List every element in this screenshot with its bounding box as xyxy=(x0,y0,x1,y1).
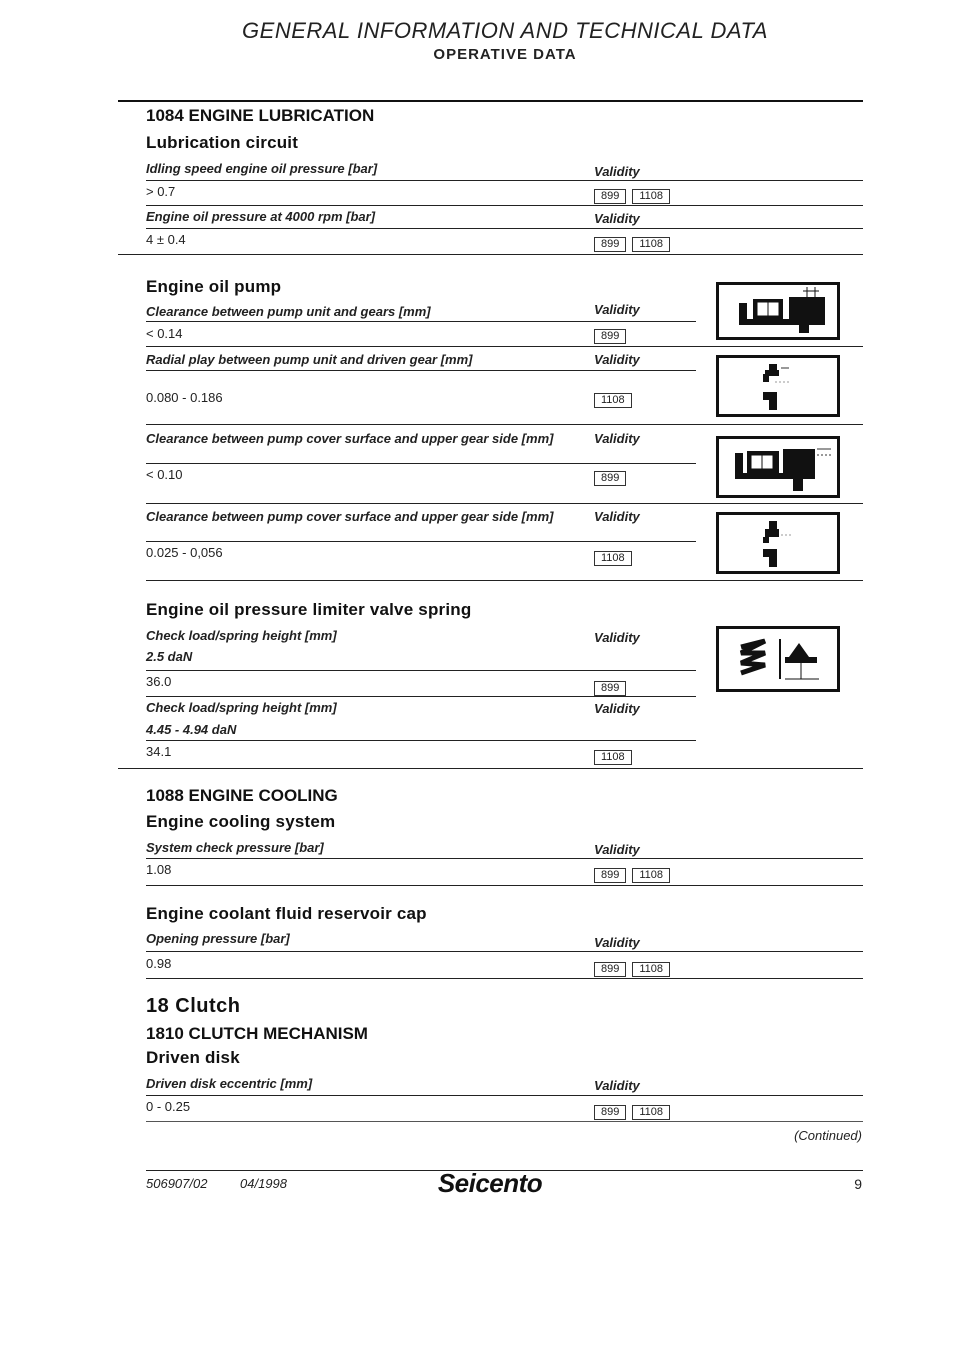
engine-tag: 1108 xyxy=(594,393,632,408)
validity-label: Validity xyxy=(594,509,640,524)
row-divider xyxy=(146,1121,863,1122)
row-divider xyxy=(146,463,696,464)
validity-label: Validity xyxy=(594,630,640,645)
validity-tags xyxy=(594,865,676,883)
validity-label: Validity xyxy=(594,211,640,226)
engine-tag: 1108 xyxy=(632,868,670,883)
spring-check-diagram xyxy=(716,626,840,692)
validity-tags xyxy=(594,678,632,696)
row-divider xyxy=(146,228,863,229)
spec-label: Clearance between pump unit and gears [mm] xyxy=(146,304,431,319)
subsection-title-driven-disk: Driven disk xyxy=(146,1048,240,1067)
row-divider xyxy=(146,503,863,504)
validity-label: Validity xyxy=(594,701,640,716)
spec-value: 4 ± 0.4 xyxy=(146,232,186,247)
spec-label: Clearance between pump cover surface and upper gear side [mm] xyxy=(146,509,554,524)
validity-tags xyxy=(594,186,676,204)
subsection-title-lubrication-circuit: Lubrication circuit xyxy=(146,133,299,152)
page-header-subtitle: OPERATIVE DATA xyxy=(433,46,577,63)
spec-label: Driven disk eccentric [mm] xyxy=(146,1076,313,1091)
validity-label: Validity xyxy=(594,302,640,317)
spec-label: Clearance between pump cover surface and upper gear side [mm] xyxy=(146,431,554,446)
spring-icon xyxy=(719,629,837,689)
page-number: 9 xyxy=(854,1176,862,1192)
row-divider xyxy=(146,978,863,979)
validity-tags xyxy=(594,1102,676,1120)
row-divider xyxy=(146,858,863,859)
row-divider xyxy=(146,321,696,322)
spec-value: 36.0 xyxy=(146,674,172,689)
validity-tags xyxy=(594,747,638,765)
engine-tag: 1108 xyxy=(594,551,632,566)
validity-tags xyxy=(594,326,632,344)
spec-label: System check pressure [bar] xyxy=(146,840,324,855)
spec-label: Check load/spring height [mm] xyxy=(146,628,337,643)
spec-value: 0.080 - 0.186 xyxy=(146,390,223,405)
validity-tags xyxy=(594,390,638,408)
validity-label: Validity xyxy=(594,1078,640,1093)
row-divider xyxy=(146,951,863,952)
row-divider xyxy=(146,670,696,671)
engine-tag: 1108 xyxy=(632,189,670,204)
spec-label: Check load/spring height [mm] xyxy=(146,700,337,715)
engine-tag: 1108 xyxy=(594,750,632,765)
engine-tag: 1108 xyxy=(632,962,670,977)
spec-value: 0 - 0.25 xyxy=(146,1099,191,1114)
row-divider xyxy=(146,696,696,697)
spec-value: 0.98 xyxy=(146,956,172,971)
spec-value: > 0.7 xyxy=(146,184,176,199)
engine-tag: 899 xyxy=(594,868,626,883)
page-header-title: GENERAL INFORMATION AND TECHNICAL DATA xyxy=(242,18,768,43)
engine-tag: 1108 xyxy=(632,1105,670,1120)
spec-label: Engine oil pressure at 4000 rpm [bar] xyxy=(146,209,376,224)
validity-label: Validity xyxy=(594,352,640,367)
spec-value: 0.025 - 0,056 xyxy=(146,545,223,560)
continued-note: (Continued) xyxy=(794,1128,862,1143)
row-divider xyxy=(146,740,696,741)
document-code: 506907/02 xyxy=(146,1176,208,1191)
row-divider xyxy=(146,346,863,347)
subsection-title-reservoir-cap: Engine coolant fluid reservoir cap xyxy=(146,904,427,923)
engine-tag: 899 xyxy=(594,681,626,696)
subsection-title-oil-pump: Engine oil pump xyxy=(146,277,282,296)
section-title-lubrication: 1084 ENGINE LUBRICATION xyxy=(146,106,375,125)
validity-label: Validity xyxy=(594,431,640,446)
row-divider xyxy=(146,180,863,181)
pump-gear-clearance-diagram xyxy=(716,282,840,340)
engine-tag: 899 xyxy=(594,329,626,344)
validity-label: Validity xyxy=(594,842,640,857)
pump-cover-icon xyxy=(719,439,837,495)
row-divider xyxy=(146,205,863,206)
row-divider xyxy=(146,370,696,371)
engine-tag: 1108 xyxy=(632,237,670,252)
chapter-title-clutch: 18 Clutch xyxy=(146,995,241,1017)
radial-play-diagram xyxy=(716,355,840,417)
spec-value: < 0.14 xyxy=(146,326,183,341)
subsection-title-cooling-system: Engine cooling system xyxy=(146,812,336,831)
validity-tags xyxy=(594,468,632,486)
row-divider xyxy=(146,1095,863,1096)
spec-label: Idling speed engine oil pressure [bar] xyxy=(146,161,378,176)
row-divider xyxy=(146,541,696,542)
spec-label: Opening pressure [bar] xyxy=(146,931,290,946)
header-divider xyxy=(118,100,863,102)
spec-load: 4.45 - 4.94 daN xyxy=(146,722,237,737)
validity-label: Validity xyxy=(594,935,640,950)
document-date: 04/1998 xyxy=(240,1176,287,1191)
row-divider xyxy=(146,885,863,886)
section-title-cooling: 1088 ENGINE COOLING xyxy=(146,786,338,805)
engine-tag: 899 xyxy=(594,189,626,204)
radial-play-icon xyxy=(719,358,837,414)
spec-label: Radial play between pump unit and driven gear [mm] xyxy=(146,352,473,367)
spec-value: 34.1 xyxy=(146,744,172,759)
engine-tag: 899 xyxy=(594,1105,626,1120)
row-divider xyxy=(146,580,863,581)
section-divider xyxy=(118,254,863,255)
brand-logo: Seicento xyxy=(437,1168,543,1198)
spec-value: 1.08 xyxy=(146,862,172,877)
subsection-title-limiter-spring: Engine oil pressure limiter valve spring xyxy=(146,600,472,619)
cover-clearance-diagram-899 xyxy=(716,436,840,498)
engine-tag: 899 xyxy=(594,962,626,977)
gear-side-icon xyxy=(719,515,837,571)
engine-tag: 899 xyxy=(594,237,626,252)
pump-gear-icon xyxy=(719,285,837,337)
cover-clearance-diagram-1108 xyxy=(716,512,840,574)
engine-tag: 899 xyxy=(594,471,626,486)
row-divider xyxy=(146,424,863,425)
spec-load: 2.5 daN xyxy=(146,649,193,664)
spec-value: < 0.10 xyxy=(146,467,183,482)
validity-label: Validity xyxy=(594,164,640,179)
section-divider xyxy=(118,768,863,769)
validity-tags xyxy=(594,959,676,977)
validity-tags xyxy=(594,234,676,252)
validity-tags xyxy=(594,548,638,566)
section-title-clutch-mechanism: 1810 CLUTCH MECHANISM xyxy=(146,1024,368,1043)
